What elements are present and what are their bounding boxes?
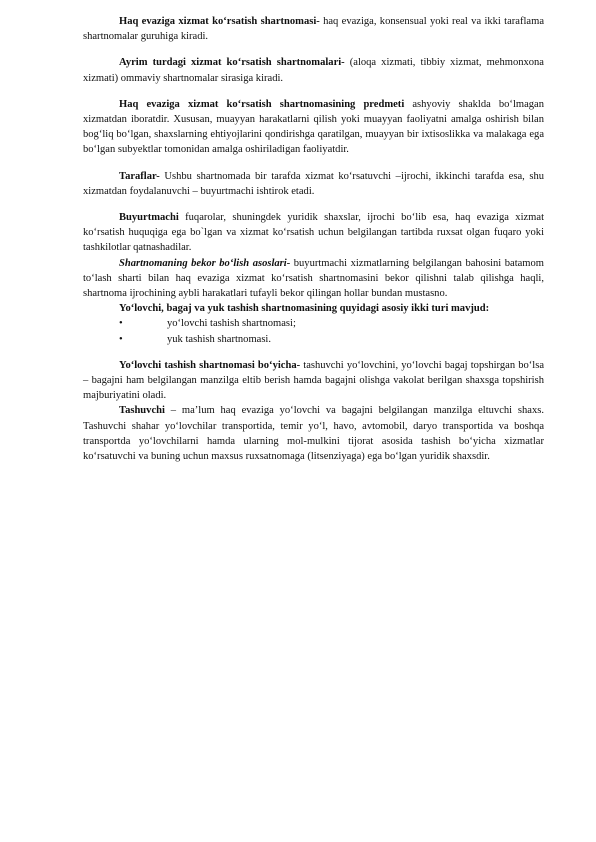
paragraph-public-contracts xyxy=(83,55,544,85)
paragraph-text: ashyoviy shaklda bo‘lmagan xizmatdan iboratdir. Xususan, muayyan harakatlarni qilish yoki muayyan faoliyatni amalga oshirish bilan bog‘liq bo‘lgan, shaxslarning ehtiyojlarini qondirishga qaratilgan, muayyan bir ixtisoslikka va malakaga ega bo‘lgan subyektlar tomonidan amalga oshiriladigan faoliyatdir. xyxy=(83,98,544,156)
paragraph-customer xyxy=(83,210,544,256)
paragraph-text: fuqarolar, shuningdek yuridik shaxslar, ijrochi bo‘lib esa, haq evaziga xizmat ko‘rsatish huquqiga ega bo`lgan va xizmat ko‘rsatish uchun belgilangan tartibda ruxsat olgan fuqaro yoki tashkilotlar qatnashadilar. xyxy=(83,212,544,254)
paragraph-service-contract xyxy=(83,14,544,44)
term: Taraflar- xyxy=(119,170,160,182)
term: Haq evaziga xizmat ko‘rsatish shartnomasining predmeti xyxy=(119,98,405,110)
term: Haq evaziga xizmat ko‘rsatish shartnomasi- xyxy=(119,16,320,27)
term: Buyurtmachi xyxy=(119,212,179,224)
bullet-icon: • xyxy=(119,318,123,330)
paragraph-transport-types-heading xyxy=(83,301,544,316)
paragraph-parties xyxy=(83,169,544,199)
bullet-item xyxy=(83,332,544,347)
paragraph-text: – ma’lum haq evaziga yo‘lovchi va bagajni belgilangan manzilga eltuvchi shaxs. Tashuvchi shahar yo‘lovchilar transportida, temir yo‘l, havo, avtomobil, daryo transportida va boshqa transportda yo‘lovchilarni hamda ularning mol-mulkini tijorat asosida tashish bo‘yicha xizmatlar ko‘rsatuvchi va buning uchun maxsus ruxsatnomaga (litsenziyaga) ega bo‘lgan yuridik shaxsdir. xyxy=(83,405,544,463)
bullet-text: yo‘lovchi tashish shartnomasi; xyxy=(167,318,296,330)
paragraph-carrier xyxy=(83,403,544,464)
term: Yo‘lovchi tashish shartnomasi bo‘yicha- xyxy=(119,359,301,371)
paragraph-text: haq evaziga, konsensual yoki real va ikki taraflama shartnomalar guruhiga kiradi. xyxy=(83,16,544,43)
paragraph-text: buyurtmachi xizmatlarning belgilangan bahosini batamom to‘lash sharti bilan haq evaziga xizmat ko‘rsatish shartnomasini bekor qilishni talab qilishga haqli, shartnoma ijrochining aybli harakatlari tufayli bekor qilingan hollar bundan mustasno. xyxy=(83,257,544,300)
paragraph-passenger-contract xyxy=(83,358,544,404)
paragraph-termination-grounds xyxy=(83,256,544,302)
bullet-icon: • xyxy=(119,333,123,345)
bullet-item xyxy=(83,316,544,331)
paragraph-text: Ushbu shartnomada bir tarafda xizmat ko‘rsatuvchi –ijrochi, ikkinchi tarafda esa, shu xizmatdan foydalanuvchi – buyurtmachi ishtirok etadi. xyxy=(83,170,544,197)
term: Ayrim turdagi xizmat ko‘rsatish shartnomalari- xyxy=(119,57,345,69)
paragraph-contract-subject xyxy=(83,97,544,158)
term: Yo‘lovchi, bagaj va yuk tashish shartnomasining quyidagi asosiy ikki turi mavjud: xyxy=(119,303,490,315)
term: Tashuvchi xyxy=(119,405,165,417)
paragraph-text: tashuvchi yo‘lovchini, yo‘lovchi bagaj topshirgan bo‘lsa – bagajni ham belgilangan manzilga eltib berish hamda bagajni olishga vakolat berilgan shaxsga topshirish majburiyatini oladi. xyxy=(83,359,544,402)
paragraph-text: (aloqa xizmati, tibbiy xizmat, mehmonxona xizmati) ommaviy shartnomalar sirasiga kiradi. xyxy=(83,57,544,84)
term: Shartnomaning bekor bo‘lish asoslari- xyxy=(119,257,291,269)
bullet-text: yuk tashish shartnomasi. xyxy=(167,333,271,345)
